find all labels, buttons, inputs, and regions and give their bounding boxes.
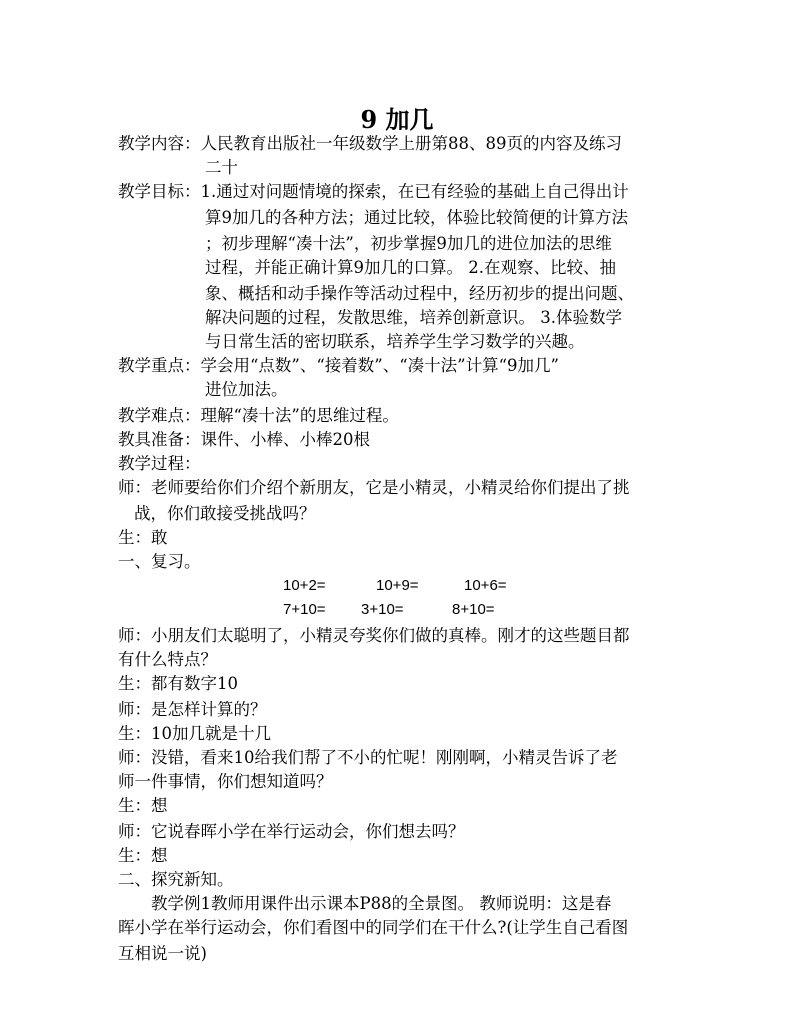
student-answer: 生：都有数字10 xyxy=(118,674,238,693)
goals-line: 算9加几的各种方法；通过比较，体验比较简便的计算方法 xyxy=(205,208,628,227)
goals-line: 与日常生活的密切联系，培养学生学习数学的兴趣。 xyxy=(205,332,585,351)
key-points-row xyxy=(118,354,559,378)
teacher-question: 师：是怎样计算的？ xyxy=(118,700,267,719)
dialogue-line: 师：老师要给你们介绍个新朋友，它是小精灵，小精灵给你们提出了挑 xyxy=(118,478,630,497)
example-line: 晖小学在举行运动会，你们看图中的同学们在干什么?(让学生自己看图 xyxy=(118,918,629,937)
dialogue-line: 师一件事情，你们想知道吗？ xyxy=(118,772,333,791)
dialogue-line: 师：没错，看来10给我们帮了不小的忙呢！刚刚啊，小精灵告诉了老 xyxy=(118,748,618,767)
dialogue-line: 师：小朋友们太聪明了，小精灵夸奖你们做的真棒。刚才的这些题目都 xyxy=(118,626,630,645)
goals-line: 解决问题的过程，发散思维，培养创新意识。 3.体验数学 xyxy=(205,308,622,327)
goals-line: 象、概括和动手操作等活动过程中，经历初步的提出问题、 xyxy=(205,284,634,303)
key-points-line: 学会用“点数”、“接着数”、“凑十法”计算“9加几” xyxy=(200,356,559,375)
review-problem: 3+10= xyxy=(361,601,404,618)
content-label: 教学内容： xyxy=(118,134,201,153)
process-label: 教学过程： xyxy=(118,454,201,473)
section-heading: 一、复习。 xyxy=(118,552,201,571)
review-problem: 8+10= xyxy=(452,601,495,618)
content-row xyxy=(118,132,622,156)
teacher-question: 师：它说春晖小学在举行运动会，你们想去吗？ xyxy=(118,822,465,841)
difficulty-row xyxy=(118,404,399,428)
materials-row xyxy=(118,428,370,452)
key-points-label: 教学重点： xyxy=(118,356,201,375)
student-answer: 生：想 xyxy=(118,796,168,815)
difficulty-label: 教学难点： xyxy=(118,406,201,425)
materials-label: 教具准备： xyxy=(118,430,201,449)
review-problem: 10+2= xyxy=(283,577,326,594)
content-line: 二十 xyxy=(205,158,238,177)
difficulty-text: 理解“凑十法”的思维过程。 xyxy=(200,406,399,425)
review-problem: 10+6= xyxy=(464,577,507,594)
student-answer: 生：想 xyxy=(118,846,168,865)
content-line: 人民教育出版社一年级数学上册第88、89页的内容及练习 xyxy=(200,134,622,153)
example-line: 互相说一说) xyxy=(118,944,207,963)
student-answer: 生：敢 xyxy=(118,528,168,547)
review-problem: 10+9= xyxy=(376,577,419,594)
materials-text: 课件、小棒、小棒20根 xyxy=(200,430,370,449)
goals-label: 教学目标： xyxy=(118,182,201,201)
review-problem: 7+10= xyxy=(283,601,326,618)
goals-line: ；初步理解“凑十法”，初步掌握9加几的进位加法的思维 xyxy=(205,234,612,253)
goals-line: 1.通过对问题情境的探索，在已有经验的基础上自己得出计 xyxy=(200,182,629,201)
page-title: 9 加几 xyxy=(360,105,434,134)
key-points-line: 进位加法。 xyxy=(205,380,288,399)
goals-row xyxy=(118,180,629,204)
goals-line: 过程，并能正确计算9加几的口算。 2.在观察、比较、抽 xyxy=(205,258,616,277)
section-heading: 二、探究新知。 xyxy=(118,870,234,889)
dialogue-line: 有什么特点？ xyxy=(118,650,217,669)
student-answer: 生：10加几就是十几 xyxy=(118,724,271,743)
example-line: 教学例1教师用课件出示课本P88的全景图。 教师说明：这是春 xyxy=(151,894,612,913)
dialogue-line: 战，你们敢接受挑战吗？ xyxy=(134,504,316,523)
